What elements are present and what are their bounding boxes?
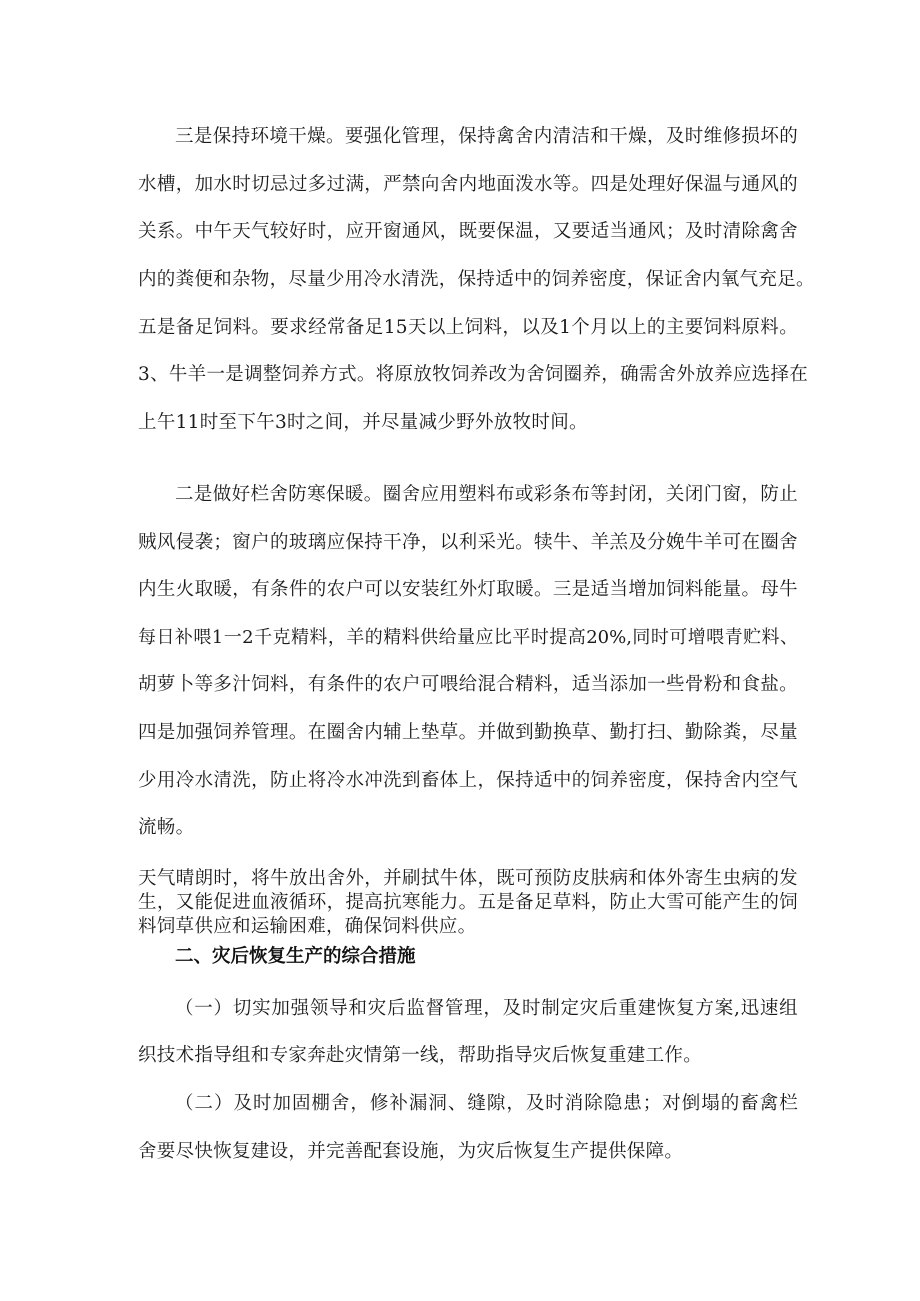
p3-line-2: 生，又能促进血液循环，提高抗寒能力。五是备足草料，防止大雪可能产生的饲 (138, 892, 798, 913)
p2-line-8: 流畅。 (138, 817, 195, 838)
p2-line-4: 每日补喂1一2千克精料，羊的精料供给量应比平时提高20%,同时可增喂青贮料、 (138, 627, 798, 648)
p1-line-1: 三是保持环境干燥。要强化管理，保持禽舍内清洁和干燥，及时维修损坏的 (175, 126, 798, 147)
p1-line-2: 水槽，加水时切忌过多过满，严禁向舍内地面泼水等。四是处理好保温与通风的 (138, 174, 798, 195)
p2-line-2: 贼风侵袭；窗户的玻璃应保持干净，以利采光。犊牛、羊羔及分娩牛羊可在圈舍 (138, 532, 798, 553)
p1-line-7: 上午11时至下午3时之间，并尽量减少野外放牧时间。 (138, 412, 588, 433)
p4-line-2: 织技术指导组和专家奔赴灾情第一线，帮助指导灾后恢复重建工作。 (138, 1045, 703, 1066)
p5-line-1: （二）及时加固棚舍，修补漏洞、缝隙，及时消除隐患；对倒塌的畜禽栏 (175, 1093, 798, 1114)
p2-line-7: 少用冷水清洗，防止将冷水冲洗到畜体上，保持适中的饲养密度，保持舍内空气 (138, 770, 798, 791)
p3-line-3: 料饲草供应和运输困难，确保饲料供应。 (138, 916, 477, 937)
p5-line-2: 舍要尽快恢复建设，并完善配套设施，为灾后恢复生产提供保障。 (138, 1141, 684, 1162)
p2-line-5: 胡萝卜等多汁饲料，有条件的农户可喂给混合精料，适当添加一些骨粉和食盐。 (138, 674, 798, 695)
p3-line-1: 天气晴朗时，将牛放出舍外，并刷拭牛体，既可预防皮肤病和体外寄生虫病的发 (138, 868, 798, 889)
p2-line-3: 内生火取暖，有条件的农户可以安装红外灯取暖。三是适当增加饲料能量。母牛 (138, 579, 798, 600)
section-heading: 二、灾后恢复生产的综合措施 (175, 946, 416, 967)
p2-line-1: 二是做好栏舍防寒保暖。圈舍应用塑料布或彩条布等封闭，关闭门窗，防止 (175, 484, 798, 505)
p1-line-3: 关系。中午天气较好时，应开窗通风，既要保温，又要适当通风；及时清除禽舍 (138, 221, 798, 242)
p4-line-1: （一）切实加强领导和灾后监督管理，及时制定灾后重建恢复方案,迅速组 (175, 998, 798, 1019)
p1-line-5: 五是备足饲料。要求经常备足15天以上饲料，以及1个月以上的主要饲料原料。 (138, 317, 798, 338)
p1-line-6: 3、牛羊一是调整饲养方式。将原放牧饲养改为舍饲圈养，确需舍外放养应选择在 (138, 364, 809, 385)
p2-line-6: 四是加强饲养管理。在圈舍内辅上垫草。并做到勤换草、勤打扫、勤除粪，尽量 (138, 722, 798, 743)
p1-line-4: 内的粪便和杂物，尽量少用冷水清洗，保持适中的饲养密度，保证舍内氧气充足。 (138, 269, 815, 290)
